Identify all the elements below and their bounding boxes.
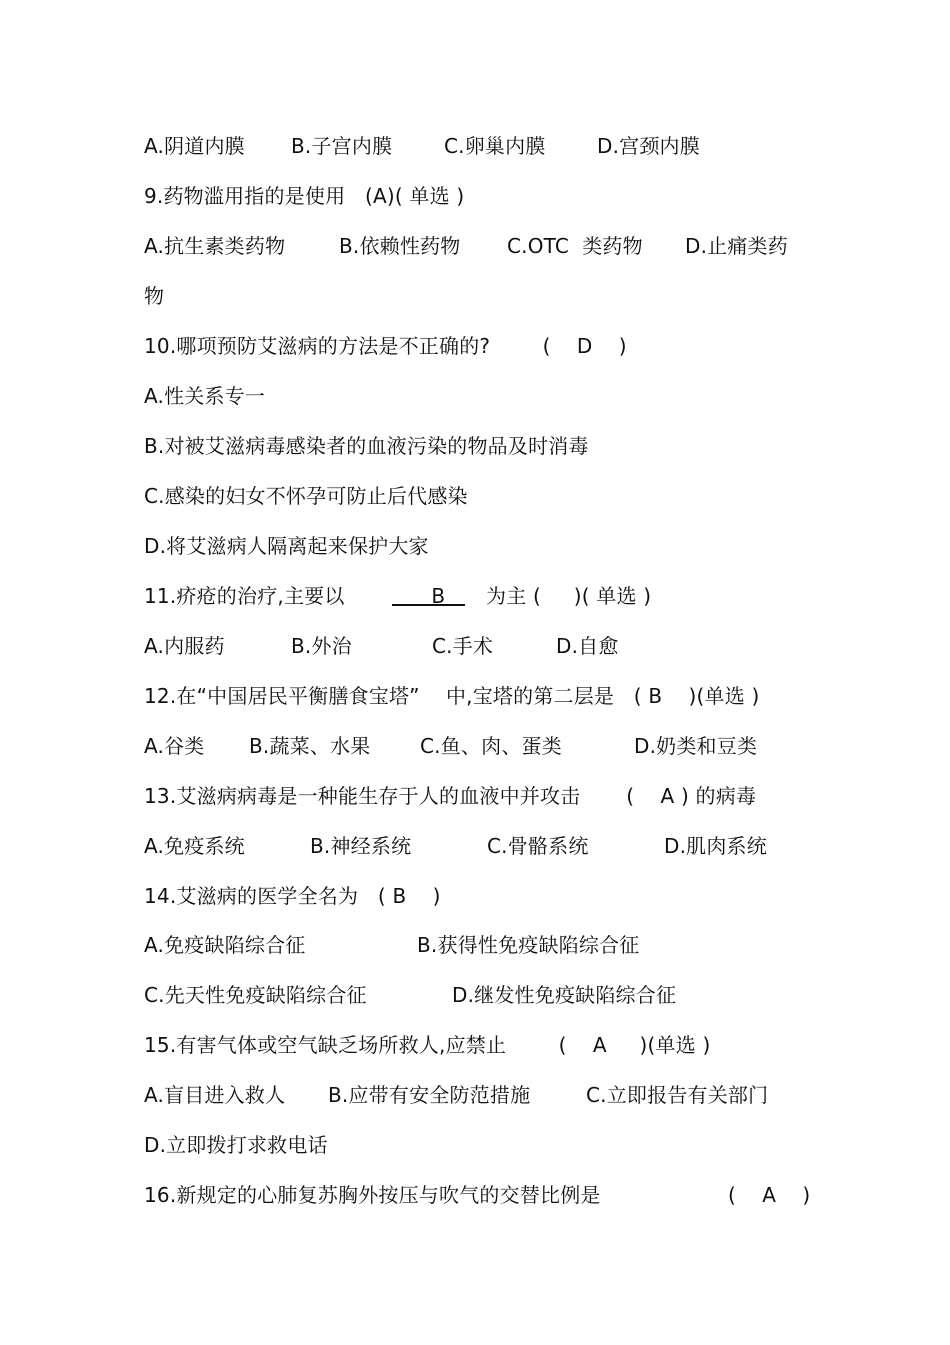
option-c: C.骨骼系统 xyxy=(487,834,589,858)
question-16 xyxy=(144,1181,811,1293)
option-a: A.阴道内膜 xyxy=(144,134,245,158)
option-a: A.盲目进入救人 xyxy=(144,1083,286,1107)
option-d: D.肌肉系统 xyxy=(664,834,767,858)
option-d: D.宫颈内膜 xyxy=(597,134,700,158)
question-11-answer-blank: B xyxy=(392,584,465,608)
question-16-text: 16.新规定的心肺复苏胸外按压与吹气的交替比例是 xyxy=(144,1183,601,1207)
option-b: B.蔬菜、水果 xyxy=(249,734,371,758)
question-9: 9.药物滥用指的是使用 (A)( 单选 ) xyxy=(144,184,465,208)
q10-option-c: C.感染的妇女不怀孕可防止后代感染 xyxy=(144,484,468,508)
question-16-answer: ( A ) xyxy=(728,1183,811,1207)
q15-option-d: D.立即拨打求救电话 xyxy=(144,1133,328,1157)
question-10: 10.哪项预防艾滋病的方法是不正确的? ( D ) xyxy=(144,334,627,358)
question-13: 13.艾滋病病毒是一种能生存于人的血液中并攻击 ( A ) 的病毒 xyxy=(144,784,757,808)
q10-option-d: D.将艾滋病人隔离起来保护大家 xyxy=(144,534,429,558)
option-a: A.谷类 xyxy=(144,734,205,758)
option-a: A.免疫系统 xyxy=(144,834,245,858)
option-b: B.神经系统 xyxy=(310,834,412,858)
option-c: C.立即报告有关部门 xyxy=(586,1083,769,1107)
option-c: C.卵巢内膜 xyxy=(444,134,546,158)
option-c: C.OTC 类药物 xyxy=(507,234,643,258)
option-b: B.依赖性药物 xyxy=(339,234,461,258)
q10-option-b: B.对被艾滋病毒感染者的血液污染的物品及时消毒 xyxy=(144,434,589,458)
option-d: D.自愈 xyxy=(556,634,619,658)
option-c: C.鱼、肉、蛋类 xyxy=(420,734,562,758)
question-12: 12.在“中国居民平衡膳食宝塔” 中,宝塔的第二层是 ( B )(单选 ) xyxy=(144,684,760,708)
question-14: 14.艾滋病的医学全名为 ( B ) xyxy=(144,884,441,908)
option-b: B.外治 xyxy=(291,634,352,658)
question-11-suffix: 为主 ( )( 单选 ) xyxy=(486,584,652,608)
question-15: 15.有害气体或空气缺乏场所救人,应禁止 ( A )(单选 ) xyxy=(144,1033,711,1057)
option-b: B.获得性免疫缺陷综合征 xyxy=(417,933,640,957)
q9-options-continued: 物 xyxy=(144,284,165,308)
option-d: D.奶类和豆类 xyxy=(634,734,758,758)
option-a: A.内服药 xyxy=(144,634,225,658)
question-11-prefix: 11.疥疮的治疗,主要以 xyxy=(144,584,345,608)
option-d: D.继发性免疫缺陷综合征 xyxy=(452,983,677,1007)
option-c: C.手术 xyxy=(432,634,494,658)
option-c: C.先天性免疫缺陷综合征 xyxy=(144,983,367,1007)
option-a: A.抗生素类药物 xyxy=(144,234,286,258)
option-b: B.子宫内膜 xyxy=(291,134,393,158)
option-b: B.应带有安全防范措施 xyxy=(328,1083,531,1107)
option-a: A.免疫缺陷综合征 xyxy=(144,933,306,957)
option-d: D.止痛类药 xyxy=(685,234,788,258)
q10-option-a: A.性关系专一 xyxy=(144,384,266,408)
